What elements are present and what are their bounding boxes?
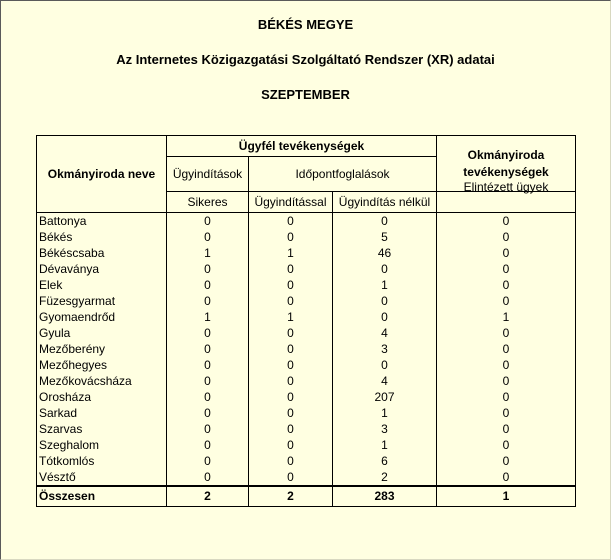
- office-name-cell: Békés: [37, 229, 167, 245]
- with-initiation-cell: 0: [249, 373, 333, 389]
- with-initiation-cell: 0: [249, 341, 333, 357]
- table-row: [37, 421, 576, 437]
- page-subtitle: Az Internetes Közigazgatási Szolgáltató Rendszer (XR) adatai: [116, 52, 495, 67]
- table-row: [37, 453, 576, 469]
- successful-cell: 1: [167, 245, 249, 261]
- without-initiation-cell: 5: [333, 229, 437, 245]
- handled-cases-cell: 0: [437, 341, 576, 357]
- office-name-cell: Sarkad: [37, 405, 167, 421]
- month-label: SZEPTEMBER: [261, 87, 350, 102]
- with-initiation-cell: 0: [249, 213, 333, 230]
- without-initiation-cell: 0: [333, 213, 437, 230]
- handled-cases-cell: 0: [437, 229, 576, 245]
- table-row: [37, 309, 576, 325]
- without-initiation-cell: 2: [333, 469, 437, 486]
- handled-cases-cell: 0: [437, 357, 576, 373]
- office-name-cell: Gyula: [37, 325, 167, 341]
- office-name-cell: Szarvas: [37, 421, 167, 437]
- successful-cell: 0: [167, 229, 249, 245]
- with-initiation-cell: 0: [249, 453, 333, 469]
- successful-cell: 0: [167, 261, 249, 277]
- header-office-name: Okmányiroda neve: [37, 136, 167, 213]
- office-name-cell: Mezőberény: [37, 341, 167, 357]
- successful-cell: 0: [167, 293, 249, 309]
- successful-cell: 0: [167, 469, 249, 486]
- table-row: [37, 389, 576, 405]
- office-name-cell: Orosháza: [37, 389, 167, 405]
- table-row: [37, 437, 576, 453]
- table-row: [37, 277, 576, 293]
- handled-cases-cell: 0: [437, 437, 576, 453]
- with-initiation-cell: 0: [249, 277, 333, 293]
- office-name-cell: Békéscsaba: [37, 245, 167, 261]
- without-initiation-cell: 1: [333, 437, 437, 453]
- successful-cell: 0: [167, 373, 249, 389]
- total-handled-cases: 1: [437, 486, 576, 507]
- table-row: [37, 293, 576, 309]
- handled-cases-cell: 0: [437, 453, 576, 469]
- handled-cases-cell: 0: [437, 405, 576, 421]
- handled-cases-cell: 0: [437, 213, 576, 230]
- with-initiation-cell: 0: [249, 325, 333, 341]
- handled-cases-cell: 0: [437, 325, 576, 341]
- header-initiations: Ügyindítások: [167, 157, 249, 192]
- table-row: [37, 405, 576, 421]
- header-handled-cases: Elintézett ügyek: [437, 180, 576, 201]
- total-successful: 2: [167, 486, 249, 507]
- office-name-cell: Gyomaendrőd: [37, 309, 167, 325]
- without-initiation-cell: 207: [333, 389, 437, 405]
- with-initiation-cell: 1: [249, 245, 333, 261]
- handled-cases-cell: 0: [437, 245, 576, 261]
- header-appointments: Időpontfoglalások: [249, 157, 437, 192]
- office-name-cell: Dévaványa: [37, 261, 167, 277]
- handled-cases-cell: 0: [437, 277, 576, 293]
- header-with-initiation: Ügyindítással: [249, 192, 333, 213]
- table-row: [37, 245, 576, 261]
- without-initiation-cell: 3: [333, 341, 437, 357]
- total-label: Összesen: [37, 486, 167, 507]
- office-name-cell: Battonya: [37, 213, 167, 230]
- successful-cell: 0: [167, 389, 249, 405]
- total-without-initiation: 283: [333, 486, 437, 507]
- handled-cases-cell: 0: [437, 261, 576, 277]
- without-initiation-cell: 1: [333, 405, 437, 421]
- with-initiation-cell: 0: [249, 437, 333, 453]
- successful-cell: 0: [167, 357, 249, 373]
- office-name-cell: Vésztő: [37, 469, 167, 486]
- with-initiation-cell: 1: [249, 309, 333, 325]
- successful-cell: 0: [167, 421, 249, 437]
- with-initiation-cell: 0: [249, 405, 333, 421]
- table-row: [37, 213, 576, 230]
- header-successful: Sikeres: [167, 192, 249, 213]
- successful-cell: 1: [167, 309, 249, 325]
- total-with-initiation: 2: [249, 486, 333, 507]
- handled-cases-cell: 0: [437, 421, 576, 437]
- office-name-cell: Füzesgyarmat: [37, 293, 167, 309]
- with-initiation-cell: 0: [249, 293, 333, 309]
- without-initiation-cell: 46: [333, 245, 437, 261]
- header-client-activities: Ügyfél tevékenységek: [167, 136, 437, 157]
- statistics-table: [36, 135, 576, 507]
- successful-cell: 0: [167, 453, 249, 469]
- header-office-activities: Okmányiroda tevékenységek: [437, 136, 576, 192]
- table-row: [37, 469, 576, 486]
- without-initiation-cell: 4: [333, 373, 437, 389]
- with-initiation-cell: 0: [249, 389, 333, 405]
- successful-cell: 0: [167, 405, 249, 421]
- without-initiation-cell: 0: [333, 309, 437, 325]
- without-initiation-cell: 1: [333, 277, 437, 293]
- without-initiation-cell: 0: [333, 293, 437, 309]
- successful-cell: 0: [167, 277, 249, 293]
- without-initiation-cell: 0: [333, 357, 437, 373]
- with-initiation-cell: 0: [249, 229, 333, 245]
- handled-cases-cell: 1: [437, 309, 576, 325]
- office-name-cell: Mezőkovácsháza: [37, 373, 167, 389]
- handled-cases-cell: 0: [437, 373, 576, 389]
- with-initiation-cell: 0: [249, 261, 333, 277]
- successful-cell: 0: [167, 325, 249, 341]
- table-row: [37, 325, 576, 341]
- table-row: [37, 373, 576, 389]
- successful-cell: 0: [167, 213, 249, 230]
- table-row: [37, 357, 576, 373]
- without-initiation-cell: 3: [333, 421, 437, 437]
- with-initiation-cell: 0: [249, 469, 333, 486]
- page-title: BÉKÉS MEGYE: [257, 17, 354, 32]
- without-initiation-cell: 6: [333, 453, 437, 469]
- office-name-cell: Szeghalom: [37, 437, 167, 453]
- handled-cases-cell: 0: [437, 293, 576, 309]
- with-initiation-cell: 0: [249, 421, 333, 437]
- office-name-cell: Elek: [37, 277, 167, 293]
- without-initiation-cell: 0: [333, 261, 437, 277]
- table-row: [37, 261, 576, 277]
- office-name-cell: Tótkomlós: [37, 453, 167, 469]
- successful-cell: 0: [167, 437, 249, 453]
- without-initiation-cell: 4: [333, 325, 437, 341]
- total-row: [37, 486, 576, 507]
- header-without-initiation: Ügyindítás nélkül: [333, 192, 437, 213]
- successful-cell: 0: [167, 341, 249, 357]
- table-row: [37, 341, 576, 357]
- office-name-cell: Mezőhegyes: [37, 357, 167, 373]
- table-row: [37, 229, 576, 245]
- handled-cases-cell: 0: [437, 469, 576, 486]
- with-initiation-cell: 0: [249, 357, 333, 373]
- handled-cases-cell: 0: [437, 389, 576, 405]
